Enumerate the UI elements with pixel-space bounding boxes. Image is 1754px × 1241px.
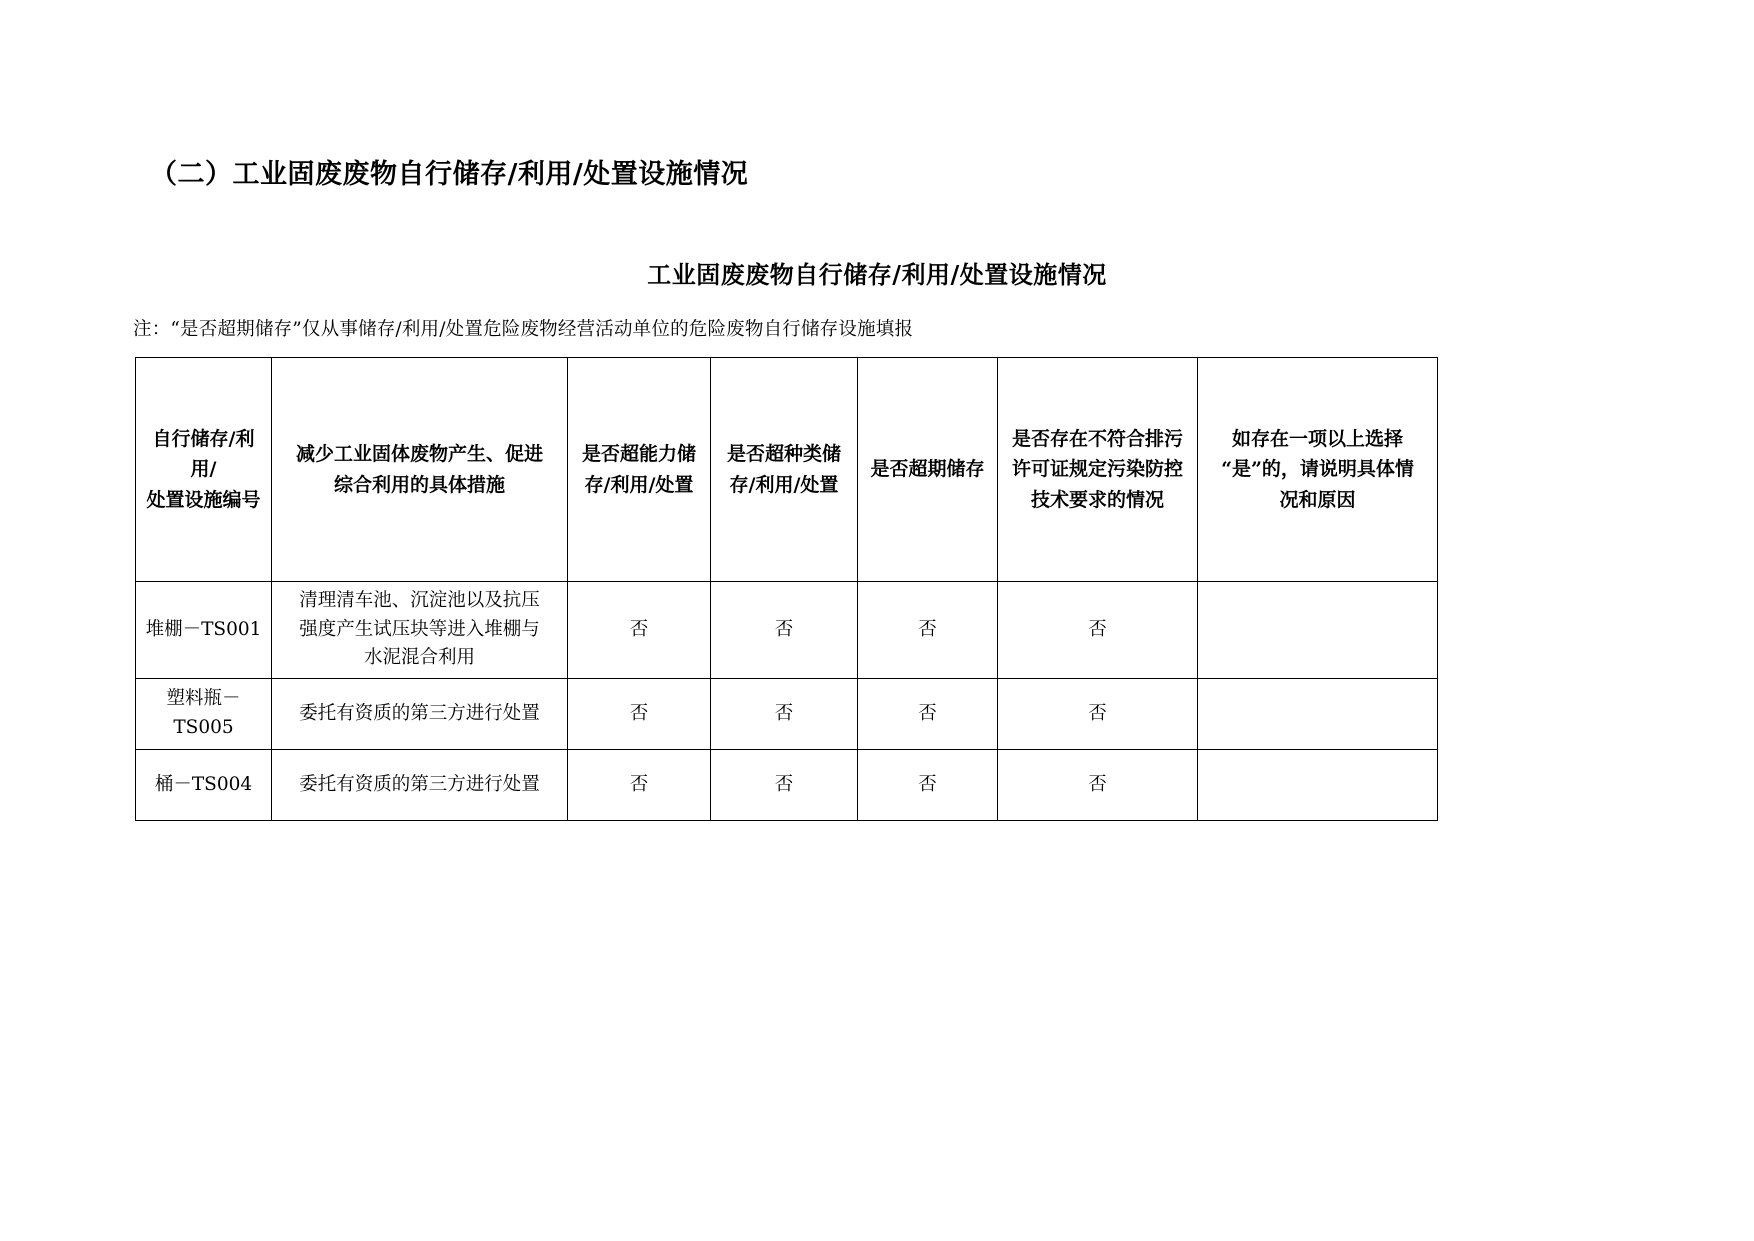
- cell-over-type: 否: [711, 582, 858, 679]
- cell-over-type: 否: [711, 679, 858, 750]
- header-measure-line-2: 综合利用的具体措施: [333, 473, 505, 496]
- cell-measure: 委托有资质的第三方进行处置: [272, 679, 568, 750]
- cell-over-period: 否: [858, 582, 998, 679]
- header-over-capacity: [568, 358, 711, 582]
- header-noncompliance-line-3: 技术要求的情况: [1030, 488, 1164, 511]
- header-facility-id-line-1: 自行储存/利用/: [152, 427, 255, 481]
- cell-over-period: 否: [858, 679, 998, 750]
- table-row: [136, 582, 1438, 679]
- header-over-type: [711, 358, 858, 582]
- header-over-capacity-line-1: 是否超能力储: [581, 443, 696, 466]
- cell-facility-id: 桶－TS004: [136, 750, 272, 821]
- header-noncompliance-line-2: 许可证规定污染防控: [1011, 458, 1183, 481]
- header-over-period: [858, 358, 998, 582]
- cell-explanation: [1198, 750, 1438, 821]
- cell-noncompliance: 否: [998, 679, 1198, 750]
- table-note: 注：“是否超期储存”仅从事储存/利用/处置危险废物经营活动单位的危险废物自行储存设施填报: [133, 319, 914, 340]
- section-heading: （二）工业固废废物自行储存/利用/处置设施情况: [150, 159, 749, 190]
- facilities-table: [135, 357, 1438, 821]
- cell-noncompliance: 否: [998, 750, 1198, 821]
- table-title: 工业固废废物自行储存/利用/处置设施情况: [647, 260, 1107, 289]
- cell-measure: [272, 582, 568, 679]
- header-noncompliance-line-1: 是否存在不符合排污: [1011, 427, 1183, 450]
- cell-measure-line-3: 水泥混合利用: [363, 647, 475, 669]
- cell-measure-line-1: 清理清车池、沉淀池以及抗压: [299, 589, 540, 611]
- cell-explanation: [1198, 679, 1438, 750]
- cell-facility-id-line-2: TS005: [173, 717, 234, 738]
- cell-measure: 委托有资质的第三方进行处置: [272, 750, 568, 821]
- header-noncompliance: [998, 358, 1198, 582]
- table-row: [136, 679, 1438, 750]
- header-over-type-line-1: 是否超种类储: [726, 443, 841, 466]
- header-measure-line-1: 减少工业固体废物产生、促进: [295, 443, 543, 466]
- header-over-period-line-1: 是否超期储存: [870, 458, 985, 481]
- header-explanation-line-2: “是”的，请说明具体情: [1221, 458, 1414, 481]
- cell-over-capacity: 否: [568, 582, 711, 679]
- cell-over-capacity: 否: [568, 750, 711, 821]
- cell-facility-id: 堆棚－TS001: [136, 582, 272, 679]
- table-header-row: [136, 358, 1438, 582]
- cell-over-period: 否: [858, 750, 998, 821]
- cell-explanation: [1198, 582, 1438, 679]
- header-facility-id: [136, 358, 272, 582]
- cell-over-capacity: 否: [568, 679, 711, 750]
- cell-facility-id-line-1: 塑料瓶－: [166, 688, 241, 710]
- header-explanation-line-1: 如存在一项以上选择: [1231, 427, 1403, 450]
- header-measure: [272, 358, 568, 582]
- header-explanation-line-3: 况和原因: [1279, 488, 1356, 511]
- header-over-capacity-line-2: 存/利用/处置: [584, 473, 694, 496]
- header-explanation: [1198, 358, 1438, 582]
- header-facility-id-line-2: 处置设施编号: [146, 488, 261, 511]
- cell-facility-id: [136, 679, 272, 750]
- table-row: [136, 750, 1438, 821]
- header-over-type-line-2: 存/利用/处置: [729, 473, 839, 496]
- cell-over-type: 否: [711, 750, 858, 821]
- cell-measure-line-2: 强度产生试压块等进入堆棚与: [299, 618, 540, 640]
- cell-noncompliance: 否: [998, 582, 1198, 679]
